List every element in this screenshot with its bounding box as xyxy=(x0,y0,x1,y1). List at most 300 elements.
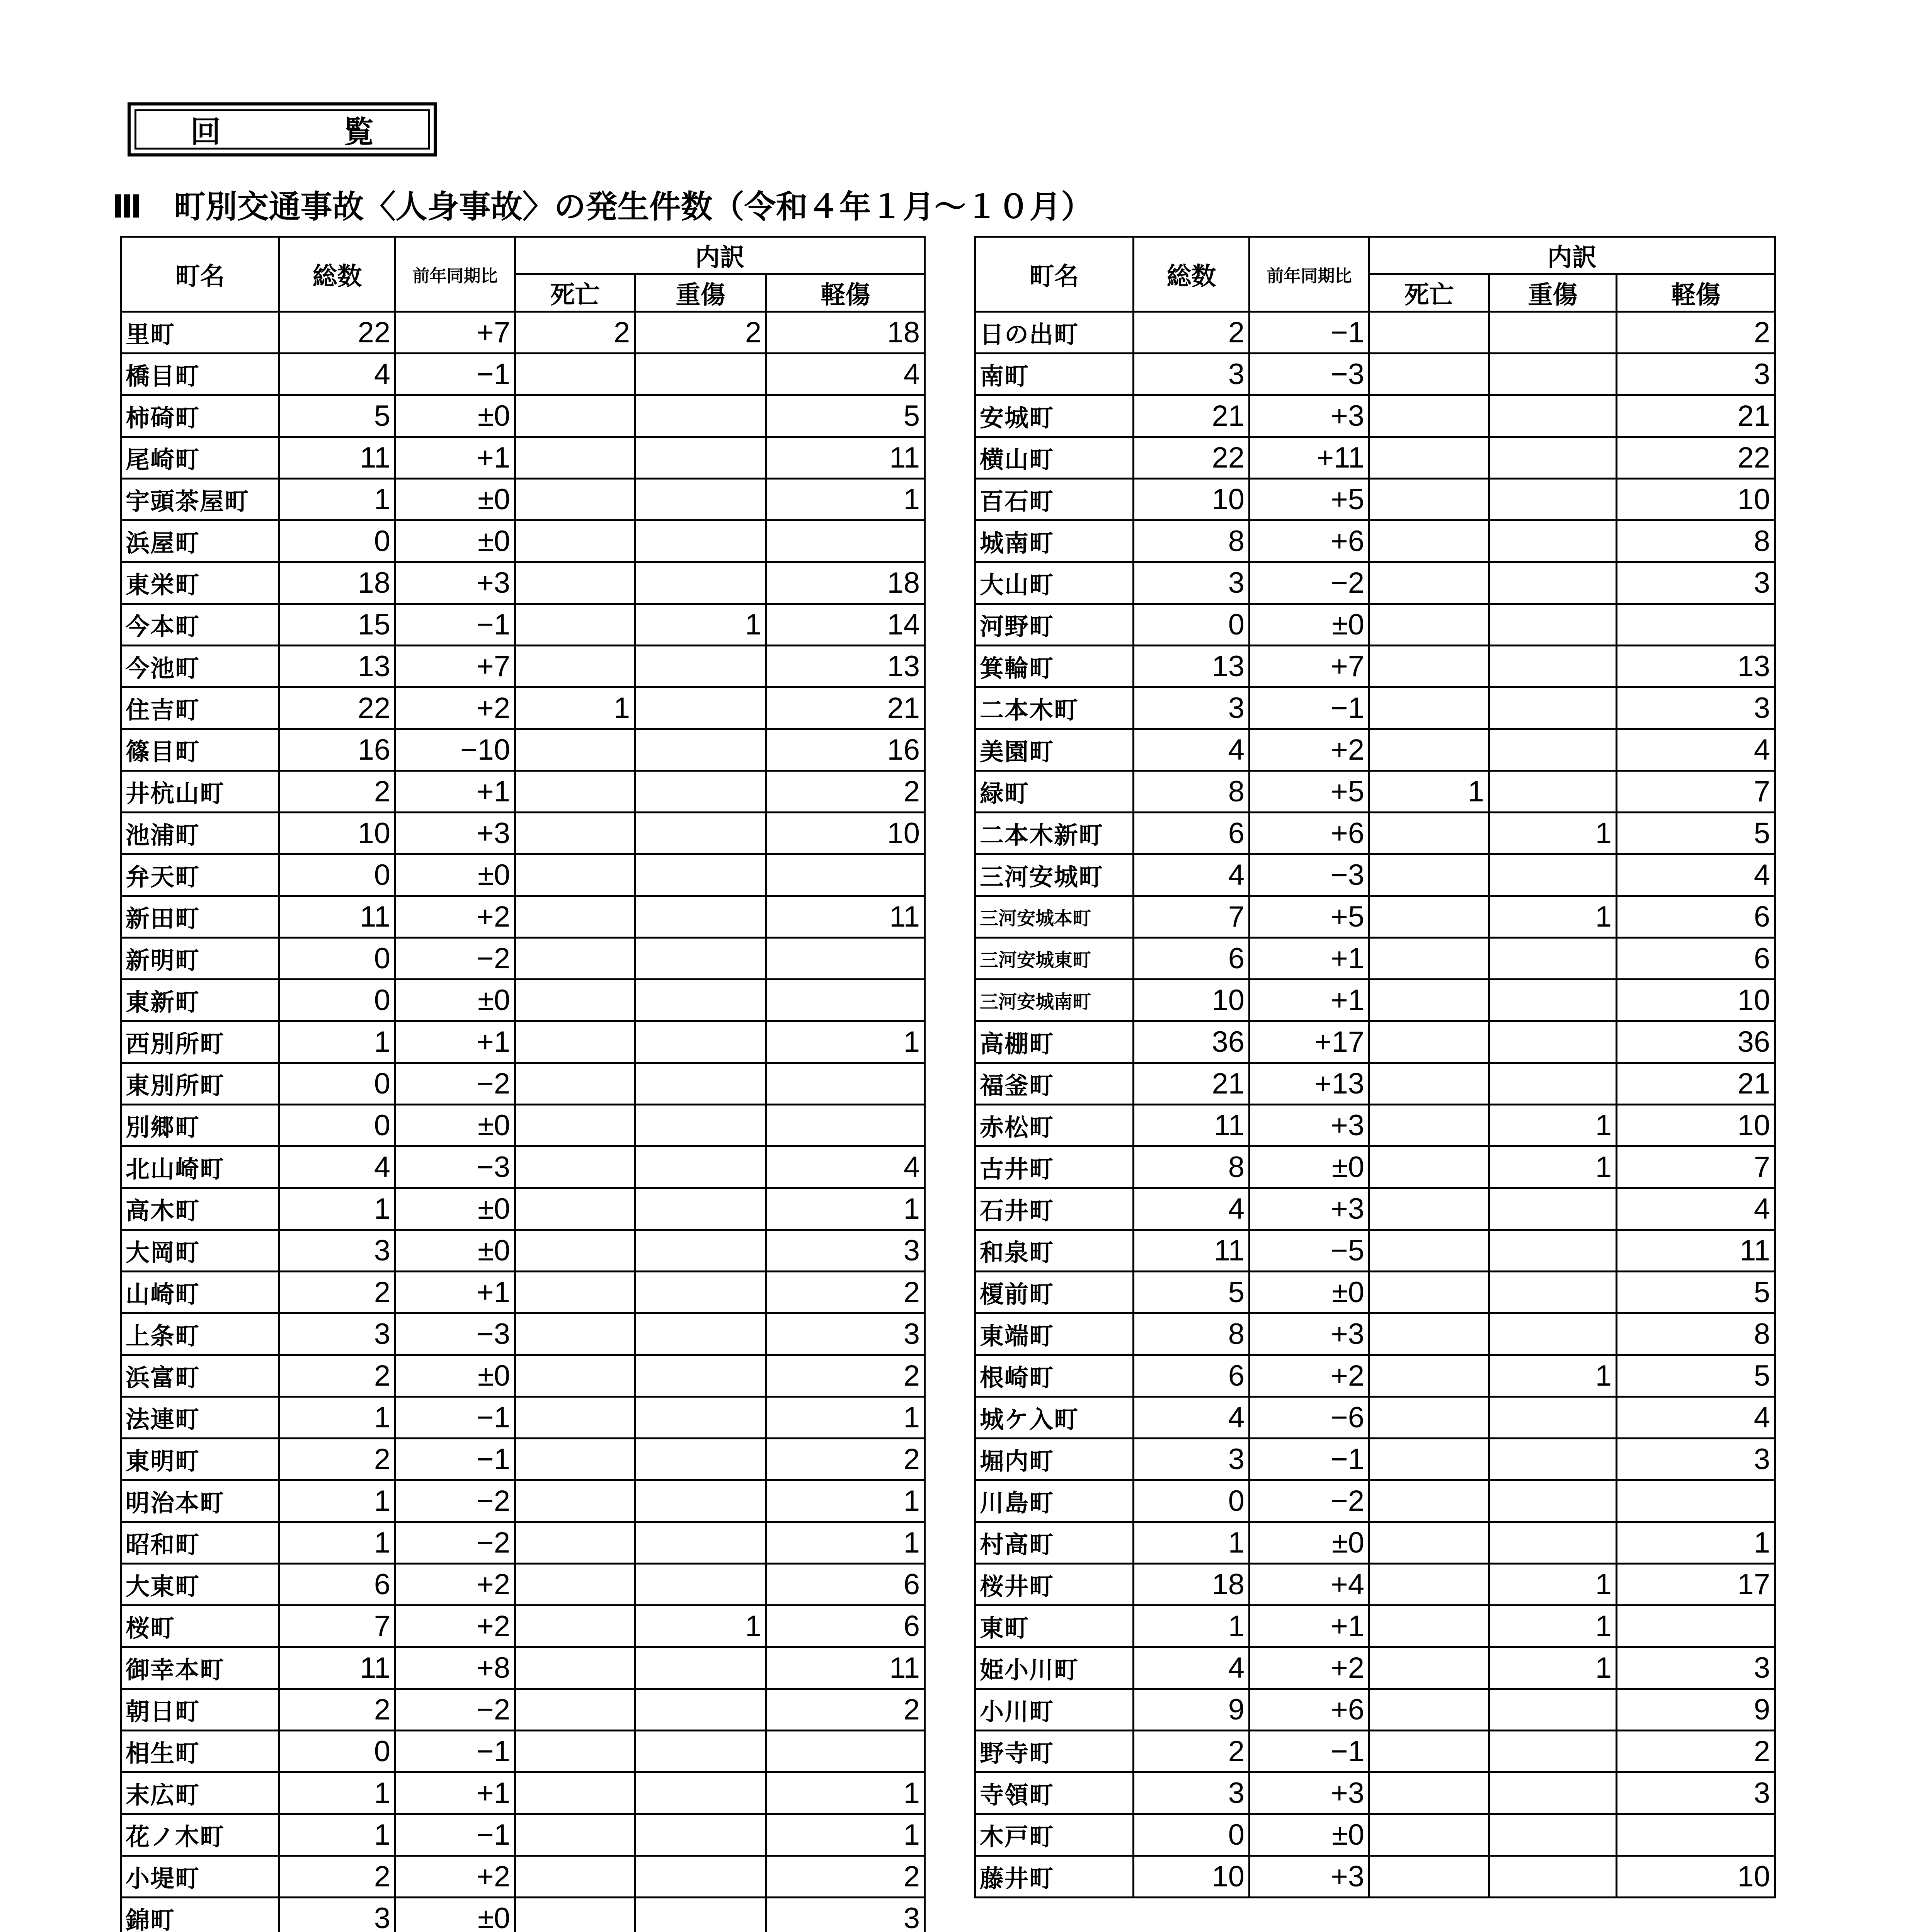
total-cell: 8 xyxy=(1134,771,1250,813)
yoy-cell: −2 xyxy=(395,1689,515,1731)
minor-cell: 6 xyxy=(766,1605,925,1647)
total-cell: 0 xyxy=(1134,604,1250,646)
serious-cell xyxy=(1489,520,1617,562)
death-cell xyxy=(515,1021,635,1063)
minor-cell xyxy=(1617,1605,1775,1647)
serious-cell xyxy=(635,1188,766,1230)
table-row xyxy=(121,1898,925,1932)
table-row xyxy=(121,1272,925,1313)
yoy-cell: +3 xyxy=(1250,1105,1369,1146)
total-cell: 13 xyxy=(1134,646,1250,687)
serious-cell xyxy=(635,1731,766,1772)
yoy-cell: +1 xyxy=(1250,938,1369,980)
table-row xyxy=(121,1605,925,1647)
yoy-cell: ±0 xyxy=(395,1898,515,1932)
minor-cell: 21 xyxy=(1617,1063,1775,1105)
serious-cell xyxy=(1489,1772,1617,1814)
minor-cell: 3 xyxy=(1617,562,1775,604)
header-minor: 軽傷 xyxy=(1617,274,1775,312)
table-row xyxy=(121,1021,925,1063)
town-name-cell: 東端町 xyxy=(975,1313,1134,1355)
total-cell: 0 xyxy=(1134,1814,1250,1856)
town-name-cell: 池浦町 xyxy=(121,813,279,854)
serious-cell xyxy=(635,354,766,395)
death-cell: 2 xyxy=(515,312,635,354)
yoy-cell: −1 xyxy=(395,604,515,646)
circulation-label: 回 覧 xyxy=(190,115,420,150)
serious-cell: 1 xyxy=(1489,1564,1617,1605)
minor-cell: 10 xyxy=(1617,980,1775,1021)
minor-cell: 16 xyxy=(766,729,925,771)
death-cell xyxy=(1369,1021,1489,1063)
yoy-cell: ±0 xyxy=(395,1230,515,1272)
death-cell xyxy=(1369,1230,1489,1272)
yoy-cell: −1 xyxy=(395,1814,515,1856)
town-name-cell: 大岡町 xyxy=(121,1230,279,1272)
serious-cell xyxy=(1489,312,1617,354)
death-cell xyxy=(515,1355,635,1397)
minor-cell: 8 xyxy=(1617,1313,1775,1355)
total-cell: 2 xyxy=(279,1856,395,1898)
death-cell xyxy=(1369,1105,1489,1146)
total-cell: 5 xyxy=(279,395,395,437)
table-row xyxy=(975,1230,1775,1272)
minor-cell: 4 xyxy=(766,354,925,395)
total-cell: 4 xyxy=(1134,729,1250,771)
table-row xyxy=(975,938,1775,980)
table-row xyxy=(121,562,925,604)
town-name-cell: 河野町 xyxy=(975,604,1134,646)
town-name-cell: 美園町 xyxy=(975,729,1134,771)
header-serious: 重傷 xyxy=(1489,274,1617,312)
death-cell xyxy=(1369,687,1489,729)
table-row xyxy=(975,1146,1775,1188)
minor-cell: 1 xyxy=(766,1021,925,1063)
total-cell: 2 xyxy=(279,1355,395,1397)
table-row xyxy=(121,729,925,771)
minor-cell: 18 xyxy=(766,312,925,354)
table-row xyxy=(975,813,1775,854)
table-row xyxy=(975,1731,1775,1772)
death-cell xyxy=(515,604,635,646)
total-cell: 18 xyxy=(279,562,395,604)
town-name-cell: 弁天町 xyxy=(121,854,279,896)
yoy-cell: ±0 xyxy=(395,520,515,562)
town-name-cell: 大東町 xyxy=(121,1564,279,1605)
minor-cell xyxy=(766,520,925,562)
town-name-cell: 東栄町 xyxy=(121,562,279,604)
yoy-cell: −1 xyxy=(395,354,515,395)
serious-cell xyxy=(1489,1397,1617,1439)
serious-cell xyxy=(635,1480,766,1522)
minor-cell: 3 xyxy=(766,1313,925,1355)
serious-cell xyxy=(1489,1230,1617,1272)
death-cell xyxy=(515,1522,635,1564)
serious-cell xyxy=(1489,771,1617,813)
town-name-cell: 百石町 xyxy=(975,479,1134,520)
death-cell xyxy=(515,395,635,437)
town-name-cell: 古井町 xyxy=(975,1146,1134,1188)
header-breakdown: 内訳 xyxy=(1369,237,1775,274)
serious-cell xyxy=(1489,1731,1617,1772)
serious-cell xyxy=(635,938,766,980)
total-cell: 1 xyxy=(279,1480,395,1522)
total-cell: 2 xyxy=(1134,1731,1250,1772)
yoy-cell: −1 xyxy=(1250,687,1369,729)
serious-cell xyxy=(1489,437,1617,479)
town-name-cell: 昭和町 xyxy=(121,1522,279,1564)
serious-cell xyxy=(1489,646,1617,687)
total-cell: 22 xyxy=(1134,437,1250,479)
yoy-cell: ±0 xyxy=(395,1355,515,1397)
town-name-cell: 尾崎町 xyxy=(121,437,279,479)
death-cell xyxy=(515,1689,635,1731)
total-cell: 18 xyxy=(1134,1564,1250,1605)
yoy-cell: +4 xyxy=(1250,1564,1369,1605)
table-row xyxy=(121,1230,925,1272)
table-row xyxy=(975,687,1775,729)
yoy-cell: ±0 xyxy=(395,1105,515,1146)
total-cell: 0 xyxy=(279,1105,395,1146)
death-cell xyxy=(1369,604,1489,646)
town-name-cell: 横山町 xyxy=(975,437,1134,479)
total-cell: 10 xyxy=(1134,1856,1250,1898)
minor-cell: 3 xyxy=(1617,1439,1775,1480)
table-row xyxy=(121,1522,925,1564)
yoy-cell: −3 xyxy=(1250,354,1369,395)
town-name-cell: 里町 xyxy=(121,312,279,354)
serious-cell xyxy=(1489,395,1617,437)
header-yoy: 前年同期比 xyxy=(1250,237,1369,312)
death-cell xyxy=(515,938,635,980)
total-cell: 1 xyxy=(279,1188,395,1230)
town-name-cell: 末広町 xyxy=(121,1772,279,1814)
minor-cell: 11 xyxy=(766,1647,925,1689)
minor-cell: 6 xyxy=(766,1564,925,1605)
death-cell xyxy=(515,1605,635,1647)
serious-cell xyxy=(635,1313,766,1355)
death-cell xyxy=(515,1772,635,1814)
total-cell: 11 xyxy=(279,437,395,479)
total-cell: 10 xyxy=(1134,980,1250,1021)
table-row xyxy=(121,1731,925,1772)
town-name-cell: 今池町 xyxy=(121,646,279,687)
town-name-cell: 高棚町 xyxy=(975,1021,1134,1063)
death-cell xyxy=(515,1188,635,1230)
total-cell: 2 xyxy=(1134,312,1250,354)
minor-cell: 3 xyxy=(1617,1647,1775,1689)
serious-cell xyxy=(1489,854,1617,896)
death-cell xyxy=(515,520,635,562)
yoy-cell: +2 xyxy=(1250,1355,1369,1397)
minor-cell: 5 xyxy=(1617,1355,1775,1397)
minor-cell: 9 xyxy=(1617,1689,1775,1731)
yoy-cell: −1 xyxy=(395,1439,515,1480)
yoy-cell: +3 xyxy=(1250,1856,1369,1898)
town-name-cell: 寺領町 xyxy=(975,1772,1134,1814)
town-name-cell: 桜井町 xyxy=(975,1564,1134,1605)
serious-cell xyxy=(635,854,766,896)
table-row xyxy=(975,854,1775,896)
town-name-cell: 浜屋町 xyxy=(121,520,279,562)
total-cell: 13 xyxy=(279,646,395,687)
serious-cell xyxy=(1489,729,1617,771)
minor-cell: 21 xyxy=(1617,395,1775,437)
total-cell: 22 xyxy=(279,687,395,729)
yoy-cell: +5 xyxy=(1250,771,1369,813)
table-body-left xyxy=(121,312,925,1932)
death-cell xyxy=(515,1480,635,1522)
header-serious: 重傷 xyxy=(635,274,766,312)
yoy-cell: ±0 xyxy=(1250,1272,1369,1313)
yoy-cell: +1 xyxy=(395,437,515,479)
death-cell xyxy=(1369,1355,1489,1397)
serious-cell xyxy=(635,1230,766,1272)
serious-cell xyxy=(635,1146,766,1188)
death-cell xyxy=(1369,1188,1489,1230)
yoy-cell: +1 xyxy=(395,771,515,813)
yoy-cell: ±0 xyxy=(1250,1814,1369,1856)
total-cell: 9 xyxy=(1134,1689,1250,1731)
death-cell xyxy=(515,1731,635,1772)
yoy-cell: ±0 xyxy=(395,479,515,520)
total-cell: 1 xyxy=(1134,1522,1250,1564)
table-row xyxy=(975,1397,1775,1439)
table-row xyxy=(121,1647,925,1689)
total-cell: 1 xyxy=(279,1814,395,1856)
minor-cell: 2 xyxy=(766,1856,925,1898)
yoy-cell: ±0 xyxy=(1250,1522,1369,1564)
town-name-cell: 東別所町 xyxy=(121,1063,279,1105)
table-row xyxy=(121,813,925,854)
minor-cell: 1 xyxy=(766,479,925,520)
death-cell xyxy=(1369,1772,1489,1814)
total-cell: 11 xyxy=(279,896,395,938)
total-cell: 4 xyxy=(279,354,395,395)
death-cell xyxy=(515,1063,635,1105)
town-name-cell: 二本木新町 xyxy=(975,813,1134,854)
death-cell xyxy=(515,1313,635,1355)
death-cell xyxy=(1369,729,1489,771)
accident-table-left xyxy=(120,236,926,1932)
serious-cell xyxy=(635,1272,766,1313)
total-cell: 3 xyxy=(279,1230,395,1272)
serious-cell xyxy=(1489,479,1617,520)
table-row xyxy=(121,980,925,1021)
table-row xyxy=(975,1605,1775,1647)
minor-cell: 10 xyxy=(1617,1105,1775,1146)
table-row xyxy=(121,646,925,687)
minor-cell xyxy=(1617,1480,1775,1522)
town-name-cell: 東新町 xyxy=(121,980,279,1021)
total-cell: 6 xyxy=(1134,813,1250,854)
town-name-cell: 緑町 xyxy=(975,771,1134,813)
death-cell xyxy=(1369,1564,1489,1605)
yoy-cell: +7 xyxy=(395,646,515,687)
yoy-cell: +3 xyxy=(1250,1772,1369,1814)
total-cell: 0 xyxy=(279,854,395,896)
death-cell xyxy=(515,771,635,813)
table-row xyxy=(975,1063,1775,1105)
town-name-cell: 小堤町 xyxy=(121,1856,279,1898)
serious-cell xyxy=(1489,1856,1617,1898)
serious-cell xyxy=(635,1898,766,1932)
serious-cell: 1 xyxy=(1489,1355,1617,1397)
town-name-cell: 村高町 xyxy=(975,1522,1134,1564)
table-row xyxy=(121,312,925,354)
yoy-cell: ±0 xyxy=(1250,1146,1369,1188)
total-cell: 22 xyxy=(279,312,395,354)
death-cell xyxy=(1369,1522,1489,1564)
death-cell xyxy=(1369,1272,1489,1313)
serious-cell xyxy=(1489,1021,1617,1063)
minor-cell: 2 xyxy=(766,1689,925,1731)
town-name-cell: 藤井町 xyxy=(975,1856,1134,1898)
yoy-cell: +2 xyxy=(395,1564,515,1605)
minor-cell: 3 xyxy=(1617,354,1775,395)
minor-cell xyxy=(766,938,925,980)
minor-cell: 36 xyxy=(1617,1021,1775,1063)
serious-cell: 1 xyxy=(1489,1146,1617,1188)
table-row xyxy=(975,1439,1775,1480)
town-name-cell: 姫小川町 xyxy=(975,1647,1134,1689)
total-cell: 4 xyxy=(1134,1397,1250,1439)
death-cell xyxy=(515,1272,635,1313)
death-cell xyxy=(1369,1439,1489,1480)
table-body-right xyxy=(975,312,1775,1898)
death-cell xyxy=(1369,646,1489,687)
minor-cell: 2 xyxy=(1617,312,1775,354)
total-cell: 1 xyxy=(279,479,395,520)
town-name-cell: 朝日町 xyxy=(121,1689,279,1731)
header-breakdown: 内訳 xyxy=(515,237,925,274)
table-row xyxy=(121,1063,925,1105)
death-cell xyxy=(515,980,635,1021)
total-cell: 15 xyxy=(279,604,395,646)
serious-cell xyxy=(635,1105,766,1146)
total-cell: 4 xyxy=(1134,1647,1250,1689)
yoy-cell: −1 xyxy=(395,1397,515,1439)
serious-cell xyxy=(635,1856,766,1898)
minor-cell: 1 xyxy=(766,1397,925,1439)
minor-cell: 2 xyxy=(766,771,925,813)
page-title: Ⅲ 町別交通事故〈人身事故〉の発生件数（令和４年１月～１０月） xyxy=(112,189,1093,225)
yoy-cell: +2 xyxy=(1250,729,1369,771)
total-cell: 11 xyxy=(279,1647,395,1689)
total-cell: 0 xyxy=(279,980,395,1021)
yoy-cell: −3 xyxy=(1250,854,1369,896)
circulation-stamp xyxy=(128,102,437,156)
table-row xyxy=(975,896,1775,938)
serious-cell xyxy=(635,1397,766,1439)
table-row xyxy=(121,1856,925,1898)
yoy-cell: +1 xyxy=(395,1772,515,1814)
yoy-cell: −1 xyxy=(1250,1439,1369,1480)
death-cell xyxy=(1369,437,1489,479)
minor-cell: 1 xyxy=(766,1814,925,1856)
serious-cell xyxy=(635,1772,766,1814)
table-row xyxy=(121,938,925,980)
death-cell xyxy=(1369,1689,1489,1731)
yoy-cell: +5 xyxy=(1250,896,1369,938)
minor-cell: 1 xyxy=(1617,1522,1775,1564)
town-name-cell: 和泉町 xyxy=(975,1230,1134,1272)
town-name-cell: 東町 xyxy=(975,1605,1134,1647)
serious-cell xyxy=(1489,980,1617,1021)
total-cell: 6 xyxy=(1134,1355,1250,1397)
yoy-cell: +1 xyxy=(395,1272,515,1313)
yoy-cell: −2 xyxy=(395,1480,515,1522)
death-cell xyxy=(1369,562,1489,604)
death-cell xyxy=(1369,1146,1489,1188)
minor-cell xyxy=(766,1731,925,1772)
total-cell: 0 xyxy=(279,1063,395,1105)
town-name-cell: 御幸本町 xyxy=(121,1647,279,1689)
death-cell xyxy=(515,437,635,479)
death-cell xyxy=(515,854,635,896)
town-name-cell: 今本町 xyxy=(121,604,279,646)
table-row xyxy=(975,771,1775,813)
total-cell: 0 xyxy=(279,1731,395,1772)
serious-cell xyxy=(1489,1689,1617,1731)
town-name-cell: 安城町 xyxy=(975,395,1134,437)
town-name-cell: 柿碕町 xyxy=(121,395,279,437)
table-row xyxy=(975,729,1775,771)
town-name-cell: 住吉町 xyxy=(121,687,279,729)
yoy-cell: −2 xyxy=(1250,1480,1369,1522)
serious-cell xyxy=(635,771,766,813)
death-cell xyxy=(1369,813,1489,854)
town-name-cell: 東明町 xyxy=(121,1439,279,1480)
serious-cell xyxy=(635,520,766,562)
death-cell xyxy=(515,896,635,938)
table-row xyxy=(121,1188,925,1230)
header-yoy: 前年同期比 xyxy=(395,237,515,312)
town-name-cell: 小川町 xyxy=(975,1689,1134,1731)
yoy-cell: −2 xyxy=(395,1063,515,1105)
minor-cell: 17 xyxy=(1617,1564,1775,1605)
table-row xyxy=(121,1480,925,1522)
death-cell xyxy=(515,1146,635,1188)
total-cell: 8 xyxy=(1134,1313,1250,1355)
minor-cell: 6 xyxy=(1617,896,1775,938)
total-cell: 3 xyxy=(1134,354,1250,395)
header-total: 総数 xyxy=(1134,237,1250,312)
yoy-cell: −5 xyxy=(1250,1230,1369,1272)
table-row xyxy=(975,312,1775,354)
table-row xyxy=(975,1647,1775,1689)
death-cell xyxy=(515,1439,635,1480)
total-cell: 1 xyxy=(279,1397,395,1439)
total-cell: 10 xyxy=(279,813,395,854)
town-name-cell: 城南町 xyxy=(975,520,1134,562)
yoy-cell: −3 xyxy=(395,1146,515,1188)
total-cell: 1 xyxy=(279,1772,395,1814)
town-name-cell: 三河安城東町 xyxy=(975,938,1134,980)
serious-cell xyxy=(635,562,766,604)
minor-cell: 22 xyxy=(1617,437,1775,479)
death-cell xyxy=(1369,1647,1489,1689)
total-cell: 0 xyxy=(1134,1480,1250,1522)
table-row xyxy=(121,896,925,938)
death-cell xyxy=(1369,1605,1489,1647)
serious-cell xyxy=(635,646,766,687)
table-row xyxy=(975,520,1775,562)
total-cell: 3 xyxy=(279,1898,395,1932)
table-row xyxy=(121,354,925,395)
total-cell: 21 xyxy=(1134,395,1250,437)
yoy-cell: +7 xyxy=(1250,646,1369,687)
